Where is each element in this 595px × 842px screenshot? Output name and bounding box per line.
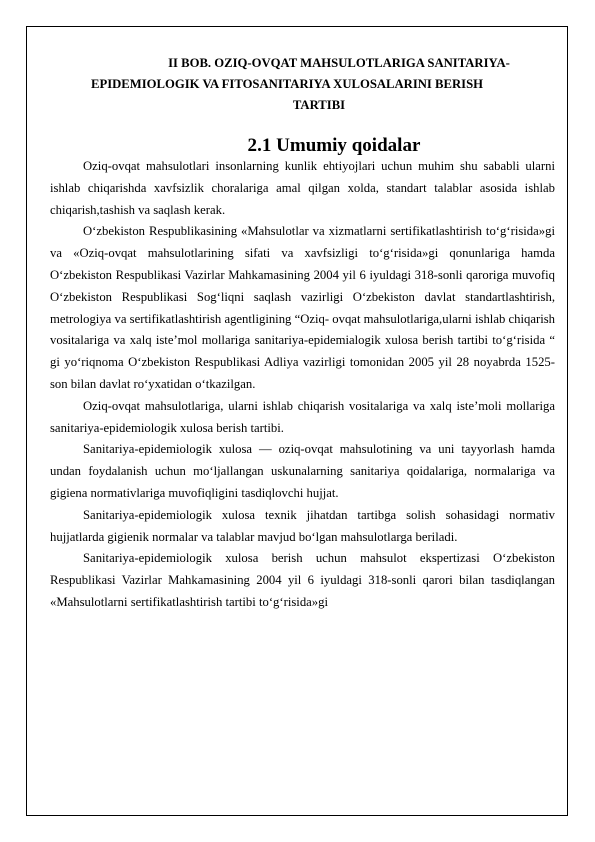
paragraph-4-text: Sanitariya-epidemiologik xulosa — oziq-ovqat mahsulotining va uni tayyorlash hamda undan foydalanish uchun mo‘ljallangan uskunalarning sanitariya qoidalariga, normalariga va gigiena normativlariga muvofiqligini tasdiqlovchi hujjat. (50, 442, 555, 500)
paragraph-1 (50, 156, 555, 221)
section-title: 2.1 Umumiy qoidalar (247, 135, 421, 156)
paragraph-6-text: Sanitariya-epidemiologik xulosa berish uchun mahsulot ekspertizasi O‘zbekiston Respublikasi Vazirlar Mahkamasining 2004 yil 6 iyuldagi 318-sonli qarori bilan tasdiqlangan «Mahsulotlarni sertifikatlashtirish tartibi to‘g‘risida»gi (50, 551, 555, 609)
chapter-title (83, 53, 555, 116)
paragraph-5 (50, 505, 555, 549)
paragraphs (50, 156, 555, 614)
paragraph-3 (50, 396, 555, 440)
chapter-title-line-3: TARTIBI (292, 98, 346, 112)
paragraph-4 (50, 439, 555, 504)
paragraph-6 (50, 548, 555, 613)
paragraph-2 (50, 221, 555, 395)
paragraph-5-text: Sanitariya-epidemiologik xulosa texnik jihatdan tartibga solish sohasidagi normativ hujjatlarda gigienik normalar va talablar mavjud bo‘lgan mahsulotlarga beriladi. (50, 507, 555, 544)
paragraph-1-text: Oziq-ovqat mahsulotlari insonlarning kunlik ehtiyojlari uchun muhim shu sababli ularni ishlab chiqarishda xavfsizlik choralariga amal qilgan xolda, standart talablar asosida ishlab chiqarish,tashish va saqlash kerak. (50, 159, 555, 217)
chapter-title-line-2: EPIDEMIOLOGIK VA FITOSANITARIYA XULOSALARINI BERISH (90, 77, 483, 91)
paragraph-2-text: O‘zbekiston Respublikasining «Mahsulotlar va xizmatlarni sertifikatlashtirish to‘g‘risida»gi va «Oziq-ovqat mahsulotlarining sifati va xavfsizligi to‘g‘risida»gi qonunlariga hamda O‘zbekiston Respublikasi Vazirlar Mahkamasining 2004 yil 6 iyuldagi 318-sonli qaroriga muvofiq O‘zbekiston Respublikasi Sog‘liqni saqlash vazirligi O‘zbekiston davlat standartlashtirish, metrologiya va sertifikatlashtirish agentligining “Oziq- ovqat mahsulotlariga,ularni ishlab chiqarish vositalariga va xalq iste’mol mollariga sanitariya-epidemialogik xulosa berish tartibi to‘g‘risida “ gi yo‘riqnoma O‘zbekiston Respublikasi Adliya vazirligi tomonidan 2005 yil 28 noyabrda 1525-son bilan davlat ro‘yxatidan o‘tkazilgan. (50, 224, 555, 391)
paragraph-3-text: Oziq-ovqat mahsulotlariga, ularni ishlab chiqarish vositalariga va xalq iste’moli mollariga sanitariya-epidemiologik xulosa berish tartibi. (50, 398, 555, 435)
document-body (50, 53, 555, 614)
chapter-title-line-1: II BOB. OZIQ-OVQAT MAHSULOTLARIGA SANITARIYA- (168, 56, 510, 70)
